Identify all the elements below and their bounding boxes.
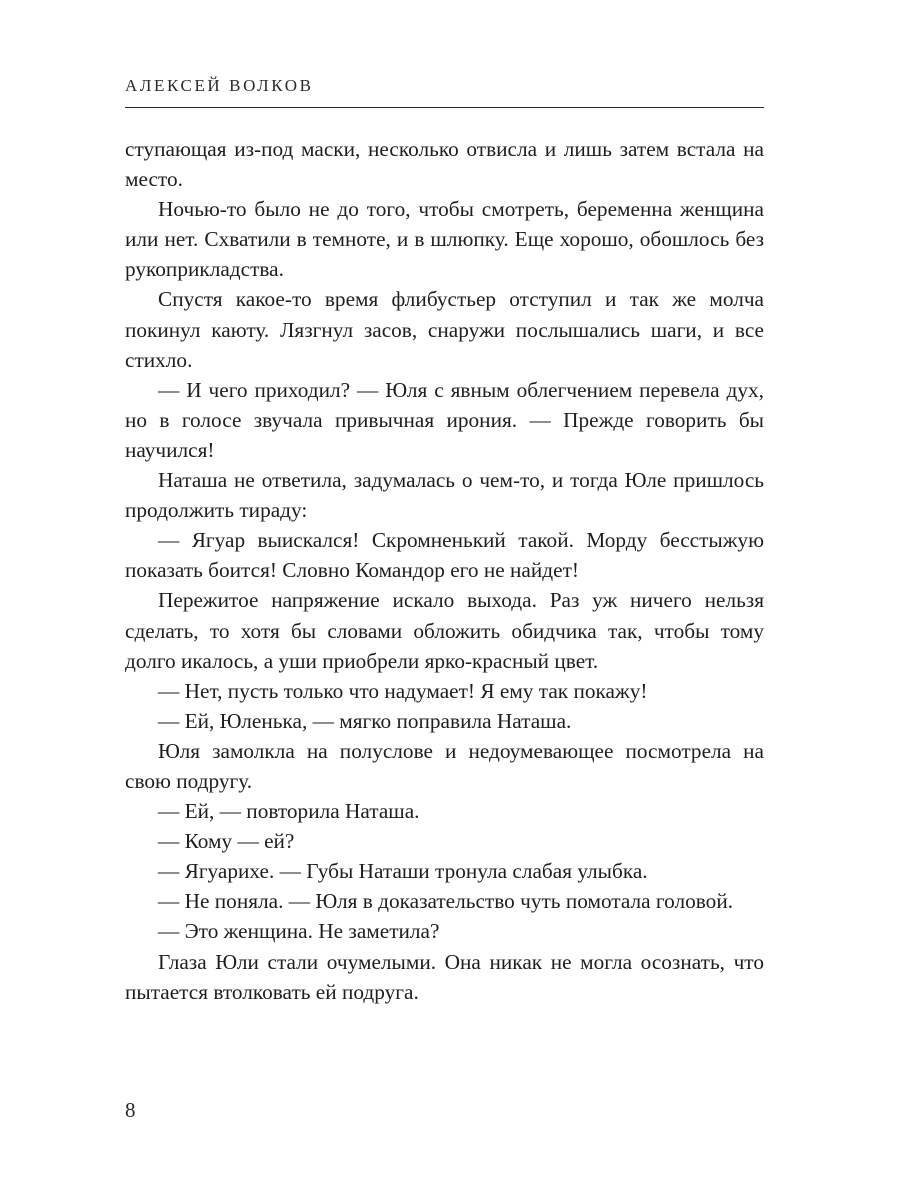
- dialogue-line: — Кому — ей?: [158, 829, 295, 854]
- running-head-author: АЛЕКСЕЙ ВОЛКОВ: [125, 76, 314, 95]
- dialogue-line: — Нет, пусть только что надумает! Я ему так покажу!: [158, 678, 648, 703]
- paragraph: Юля замолкла на полуслове и недоумевающее посмотрела на свою подругу.: [125, 738, 764, 793]
- header-rule: [125, 107, 764, 108]
- dialogue-line: — Ей, Юленька, — мягко поправила Наташа.: [158, 708, 572, 733]
- paragraph: Глаза Юли стали очумелыми. Она никак не могла осознать, что пытается втолковать ей подруга.: [125, 949, 764, 1004]
- dialogue-line: — Не поняла. — Юля в доказательство чуть помотала головой.: [158, 889, 734, 914]
- paragraph-continuation: ступающая из-под маски, несколько отвисла и лишь затем встала на место.: [125, 137, 764, 192]
- paragraph: Пережитое напряжение искало выхода. Раз уж ничего нельзя сделать, то хотя бы словами обложить обидчика так, чтобы тому долго икалось, а уши приобрели ярко-красный цвет.: [125, 588, 764, 673]
- paragraph: Наташа не ответила, задумалась о чем-то, и тогда Юле пришлось продолжить тираду:: [125, 468, 764, 523]
- dialogue-line: — Ягуарихе. — Губы Наташи тронула слабая улыбка.: [158, 859, 648, 884]
- body-text: [125, 134, 764, 1007]
- paragraph: Ночью-то было не до того, чтобы смотреть, беременна женщина или нет. Схватили в темноте, и в шлюпку. Еще хорошо, обошлось без рукоприкладства.: [125, 197, 764, 282]
- dialogue-line: — И чего приходил? — Юля с явным облегчением перевела дух, но в голосе звучала привычная ирония. — Прежде говорить бы научился!: [125, 377, 764, 462]
- dialogue-line: — Ягуар выискался! Скромненький такой. Морду бесстыжую показать боится! Словно Командор его не найдет!: [125, 528, 764, 583]
- dialogue-line: — Это женщина. Не заметила?: [158, 919, 440, 944]
- page-number: 8: [125, 1098, 136, 1122]
- paragraph: Спустя какое-то время флибустьер отступил и так же молча покинул каюту. Лязгнул засов, снаружи послышались шаги, и все стихло.: [125, 287, 764, 372]
- dialogue-line: — Ей, — повторила Наташа.: [158, 799, 420, 824]
